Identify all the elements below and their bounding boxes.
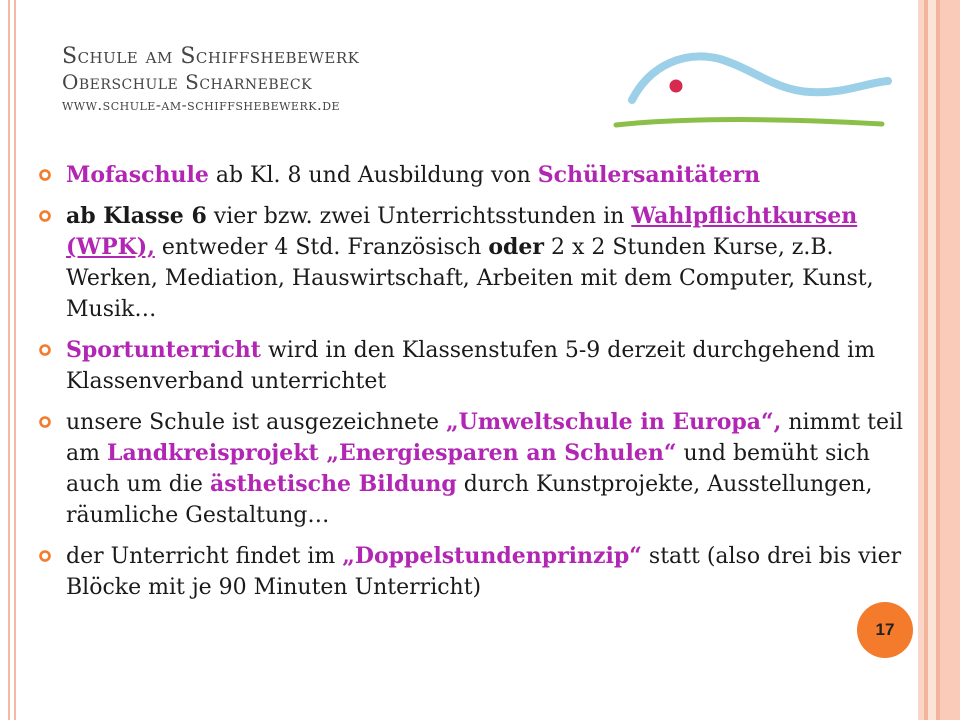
bullet-item bbox=[38, 201, 908, 325]
bullet-text: und bemüht sich auch um die bbox=[66, 441, 870, 497]
bullet-text: vier bzw. zwei Unterrichtsstunden in bbox=[206, 204, 632, 229]
wpk-link[interactable]: Wahlpflichtkursen (WPK), bbox=[66, 203, 858, 260]
school-name: Schule am Schiffshebewerk bbox=[62, 44, 360, 69]
bullet-text: wird in den Klassenstufen 5-9 derzeit durchgehend im Klassenverband unterrichtet bbox=[66, 338, 876, 394]
highlighted-term: ästhetische Bildung bbox=[209, 471, 457, 497]
bullet-ring-icon bbox=[38, 343, 52, 357]
highlighted-term: Sportunterricht bbox=[66, 337, 261, 363]
bullet-text: durch Kunstprojekte, Ausstellungen, räumliche Gestaltung… bbox=[66, 472, 873, 528]
bullet-text: 2 x 2 Stunden Kurse, z.B. Werken, Mediation, Hauswirtschaft, Arbeiten mit dem Computer, Kunst, Musik… bbox=[66, 235, 874, 322]
page-number-badge: 17 bbox=[857, 602, 913, 658]
bullet-item bbox=[38, 160, 908, 191]
highlighted-term: Landkreisprojekt „Energiesparen an Schulen“ bbox=[106, 440, 677, 466]
school-wave-logo-icon bbox=[610, 45, 900, 135]
bullet-list bbox=[38, 160, 908, 613]
highlighted-term: „Doppelstundenprinzip“ bbox=[342, 543, 642, 569]
bold-text: oder bbox=[488, 234, 544, 260]
bullet-item bbox=[38, 335, 908, 397]
right-border-band bbox=[918, 0, 960, 720]
bullet-text: unsere Schule ist ausgezeichnete bbox=[66, 410, 446, 435]
bullet-ring-icon bbox=[38, 549, 52, 563]
bullet-item bbox=[38, 541, 908, 603]
bullet-text: ab Kl. 8 und Ausbildung von bbox=[208, 163, 538, 188]
bullet-text: statt (also drei bis vier Blöcke mit je 90 Minuten Unterricht) bbox=[66, 544, 902, 600]
left-border bbox=[0, 0, 22, 720]
bullet-text: der Unterricht findet im bbox=[66, 544, 343, 569]
bold-text: ab Klasse 6 bbox=[66, 203, 207, 229]
highlighted-term: Mofaschule bbox=[66, 162, 209, 188]
school-type: Oberschule Scharnebeck bbox=[62, 70, 313, 94]
bullet-text: entweder 4 Std. Französisch bbox=[154, 235, 489, 260]
slide-header bbox=[62, 44, 359, 116]
bullet-ring-icon bbox=[38, 168, 52, 182]
school-website: www.schule-am-schiffshebewerk.de bbox=[62, 96, 341, 114]
highlighted-term: „Umweltschule in Europa“, bbox=[445, 409, 782, 435]
bullet-item bbox=[38, 407, 908, 531]
bullet-ring-icon bbox=[38, 415, 52, 429]
highlighted-term: Schülersanitätern bbox=[537, 162, 761, 188]
bullet-ring-icon bbox=[38, 209, 52, 223]
bullet-text: nimmt teil am bbox=[66, 410, 904, 466]
